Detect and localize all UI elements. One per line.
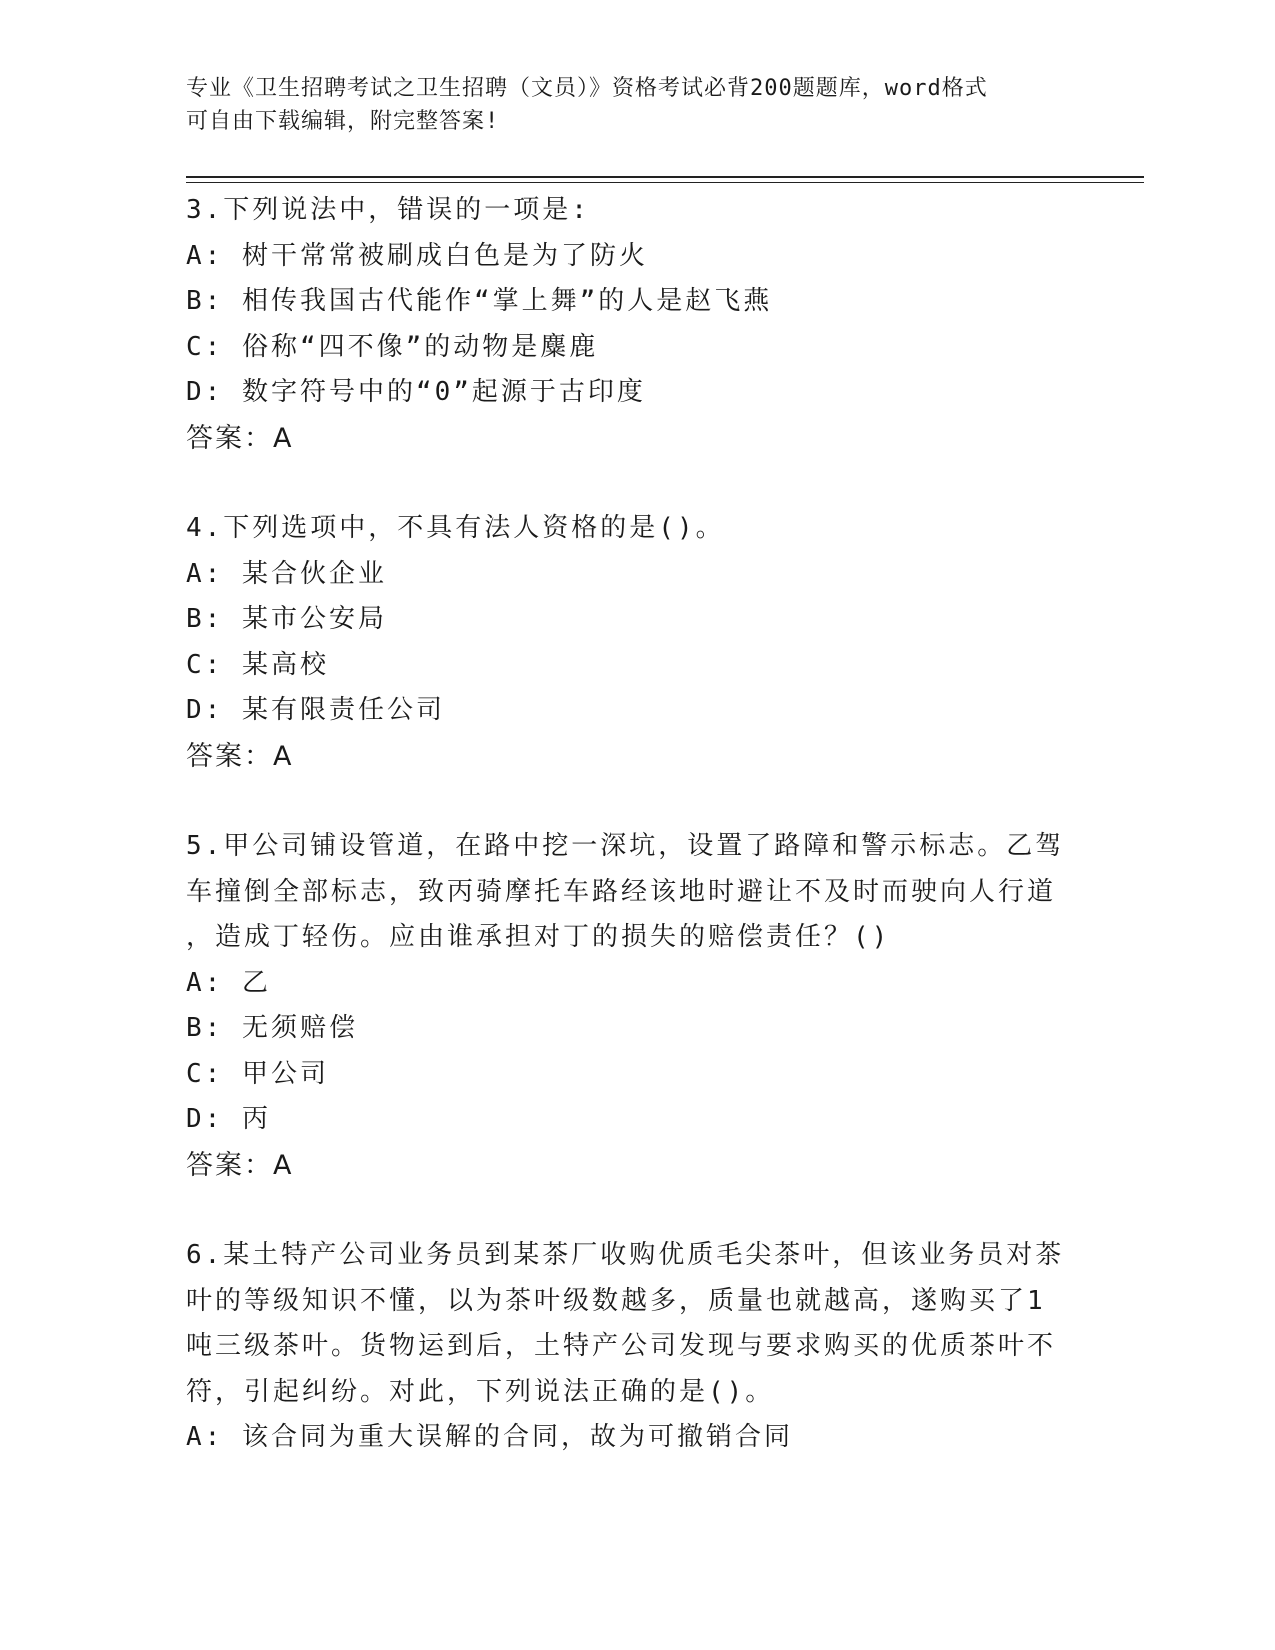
question-text: 6.某土特产公司业务员到某茶厂收购优质毛尖茶叶，但该业务员对茶 <box>186 1240 1065 1270</box>
option-c: C: 俗称“四不像”的动物是麋鹿 <box>186 331 599 362</box>
question-3 <box>186 188 1066 461</box>
option-b: B: 某市公安局 <box>186 604 387 634</box>
question-text: 符，引起纠纷。对此，下列说法正确的是()。 <box>186 1376 775 1407</box>
option-a: A: 该合同为重大误解的合同，故为可撤销合同 <box>186 1422 793 1452</box>
header-line: 专业《卫生招聘考试之卫生招聘（文员）》资格考试必背200题题库，word格式 <box>186 76 988 101</box>
option-a: A: 树干常常被刷成白色是为了防火 <box>186 240 648 271</box>
option-d: D: 数字符号中的“0”起源于古印度 <box>186 377 646 407</box>
question-text: 4.下列选项中，不具有法人资格的是()。 <box>186 513 725 543</box>
question-text: 车撞倒全部标志，致丙骑摩托车路经该地时避让不及时而驶向人行道 <box>186 876 1057 907</box>
answer-line: 答案：A <box>186 1149 294 1181</box>
option-c: C: 甲公司 <box>186 1058 329 1089</box>
header-divider-thick <box>186 176 1144 178</box>
option-a: A: 某合伙企业 <box>186 558 387 589</box>
question-text: 叶的等级知识不懂，以为茶叶级数越多，质量也就越高，遂购买了1 <box>186 1285 1046 1316</box>
question-text: 3.下列说法中，错误的一项是: <box>186 195 590 225</box>
header-divider-thin <box>186 182 1144 183</box>
question-5 <box>186 824 1066 1188</box>
option-c: C: 某高校 <box>186 649 329 680</box>
question-list <box>186 188 1066 1506</box>
question-4 <box>186 506 1066 779</box>
document-header <box>186 72 1066 138</box>
question-text: 吨三级茶叶。货物运到后，土特产公司发现与要求购买的优质茶叶不 <box>186 1331 1057 1361</box>
option-d: D: 丙 <box>186 1104 271 1134</box>
header-line: 可自由下载编辑，附完整答案! <box>186 109 500 134</box>
option-b: B: 无须赔偿 <box>186 1013 358 1043</box>
option-d: D: 某有限责任公司 <box>186 695 445 725</box>
answer-line: 答案：A <box>186 422 294 454</box>
question-6 <box>186 1233 1066 1461</box>
option-a: A: 乙 <box>186 967 271 998</box>
answer-line: 答案：A <box>186 740 294 772</box>
question-text: 5.甲公司铺设管道，在路中挖一深坑，设置了路障和警示标志。乙驾 <box>186 831 1065 861</box>
question-text: ，造成丁轻伤。应由谁承担对丁的损失的赔偿责任？() <box>186 922 891 952</box>
option-b: B: 相传我国古代能作“掌上舞”的人是赵飞燕 <box>186 286 773 316</box>
